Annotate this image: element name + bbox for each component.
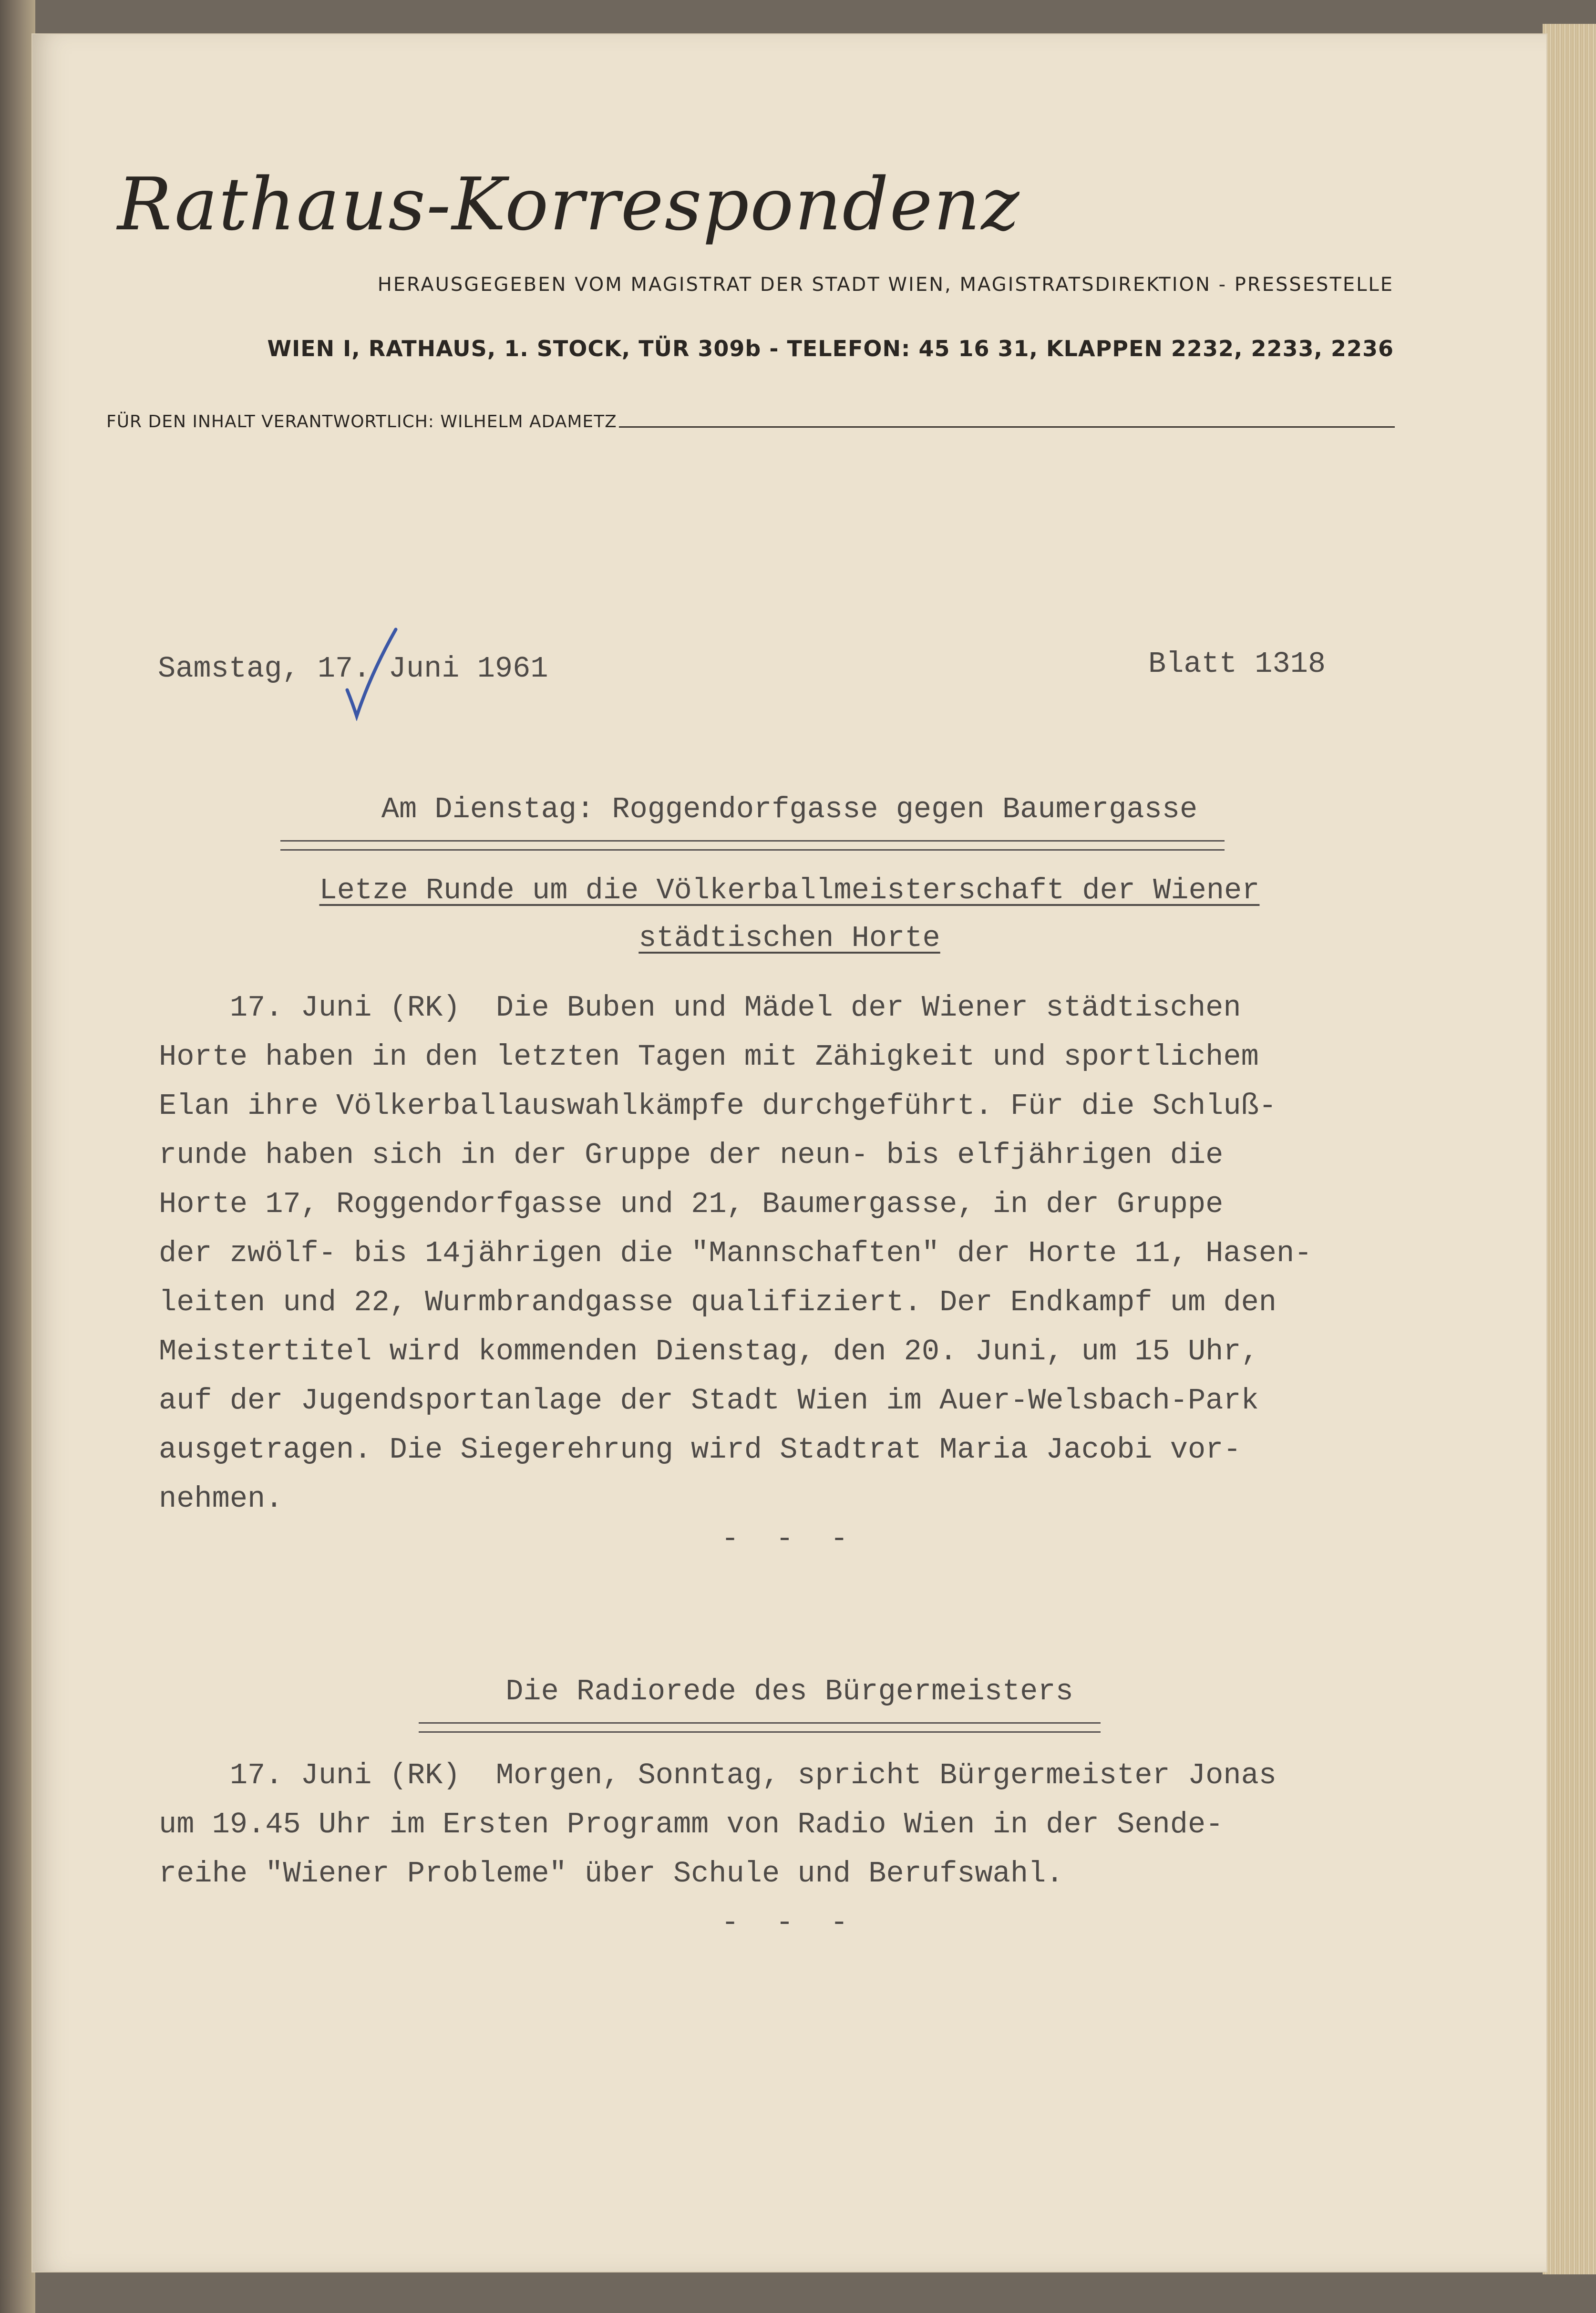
- subheadline-line-1: Letze Runde um die Völkerballmeisterschaft der Wiener: [319, 874, 1260, 907]
- book-binding: [0, 0, 35, 2313]
- date: Samstag, 17. Juni 1961: [158, 652, 548, 686]
- check-mark-icon: [342, 626, 400, 721]
- page-edges: [1543, 24, 1596, 2274]
- masthead-rule: [619, 426, 1395, 428]
- article-headline-2: Die Radiorede des Bürgermeisters: [505, 1675, 1073, 1708]
- section-separator-2: - - -: [721, 1906, 858, 1940]
- publisher-line: HERAUSGEGEBEN VOM MAGISTRAT DER STADT WIEN, MAGISTRATSDIREKTION - PRESSESTELLE: [377, 274, 1394, 296]
- article-subheadline: [32, 874, 1546, 907]
- subheadline-line-2: städtischen Horte: [638, 921, 940, 955]
- section-separator: - - -: [721, 1522, 858, 1556]
- article-headline: Am Dienstag: Roggendorfgasse gegen Baumergasse: [381, 792, 1198, 826]
- responsible-editor: FÜR DEN INHALT VERANTWORTLICH: WILHELM ADAMETZ: [106, 412, 617, 432]
- responsible-editor-line: [106, 412, 1395, 432]
- article-body-2: 17. Juni (RK) Morgen, Sonntag, spricht Bürgermeister Jonas um 19.45 Uhr im Ersten Programm von Radio Wien in der Sende- reihe "Wiener Probleme" über Schule und Berufswahl.: [159, 1758, 1277, 1891]
- double-underline: [280, 840, 1225, 851]
- article-body: 17. Juni (RK) Die Buben und Mädel der Wiener städtischen Horte haben in den letzten Tagen mit Zähigkeit und sportlichem Elan ihre Völkerballauswahlkämpfe durchgeführt. Für die Schluß- runde haben sich in der Gruppe der neun- bis elfjährigen die Horte 17, Roggendorfgasse und 21, Baumergasse, in der Gruppe der zwölf- bis 14jährigen die "Mannschaften" der Horte 11, Hasen- leiten und 22, Wurmbrandgasse qualifiziert. Der Endkampf um den Meistertitel wird kommenden Dienstag, den 20. Juni, um 15 Uhr, auf der Jugendsportanlage der Stadt Wien im Auer-Welsbach-Park ausgetragen. Die Siegerehrung wird Stadtrat Maria Jacobi vor- nehmen.: [159, 991, 1312, 1516]
- address-line: WIEN I, RATHAUS, 1. STOCK, TÜR 309b - TELEFON: 45 16 31, KLAPPEN 2232, 2233, 2236: [267, 336, 1394, 361]
- masthead-title: Rathaus-Korrespondenz: [117, 162, 1020, 247]
- document-page: [32, 34, 1546, 2272]
- double-underline-2: [419, 1722, 1101, 1733]
- article-subheadline-cont: [32, 921, 1546, 955]
- sheet-number: Blatt 1318: [1148, 647, 1326, 681]
